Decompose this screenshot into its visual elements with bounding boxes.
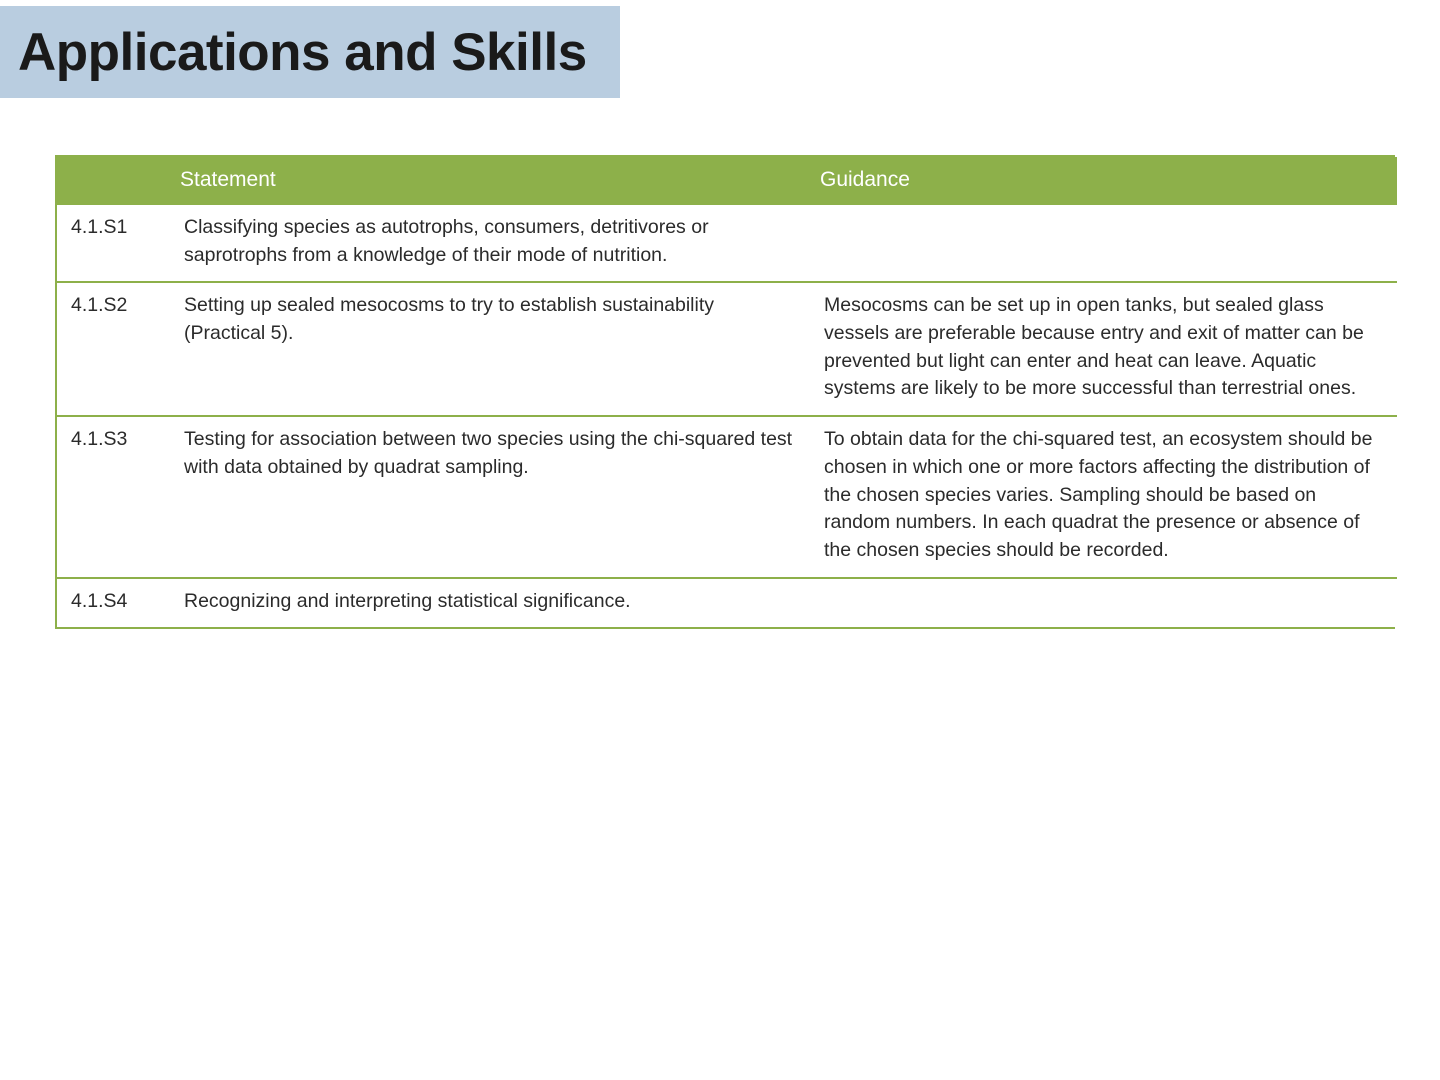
table-row <box>57 416 1397 577</box>
table-row <box>57 578 1397 628</box>
row-code: 4.1.S2 <box>57 282 170 416</box>
row-guidance: To obtain data for the chi-squared test, an ecosystem should be chosen in which one or more factors affecting the distribution of the chosen species varies. Sampling should be based on random numbers. In each quadrat the presence or absence of the chosen species should be recorded. <box>810 416 1397 577</box>
row-code: 4.1.S1 <box>57 205 170 282</box>
row-statement: Classifying species as autotrophs, consumers, detritivores or saprotrophs from a knowledge of their mode of nutrition. <box>170 205 810 282</box>
column-header-statement: Statement <box>170 157 810 205</box>
row-guidance <box>810 205 1397 282</box>
row-guidance: Mesocosms can be set up in open tanks, but sealed glass vessels are preferable because entry and exit of matter can be prevented but light can enter and heat can leave. Aquatic systems are likely to be more successful than terrestrial ones. <box>810 282 1397 416</box>
column-header-guidance: Guidance <box>810 157 1397 205</box>
row-code: 4.1.S4 <box>57 578 170 628</box>
row-guidance <box>810 578 1397 628</box>
row-statement: Setting up sealed mesocosms to try to establish sustainability (Practical 5). <box>170 282 810 416</box>
table-header-row <box>57 157 1397 205</box>
applications-and-skills-table <box>55 155 1395 629</box>
table-row <box>57 205 1397 282</box>
row-statement: Recognizing and interpreting statistical significance. <box>170 578 810 628</box>
page-title: Applications and Skills <box>18 22 587 82</box>
row-code: 4.1.S3 <box>57 416 170 577</box>
slide-title-banner <box>0 6 620 98</box>
column-header-code <box>57 157 170 205</box>
table-row <box>57 282 1397 416</box>
row-statement: Testing for association between two species using the chi-squared test with data obtained by quadrat sampling. <box>170 416 810 577</box>
